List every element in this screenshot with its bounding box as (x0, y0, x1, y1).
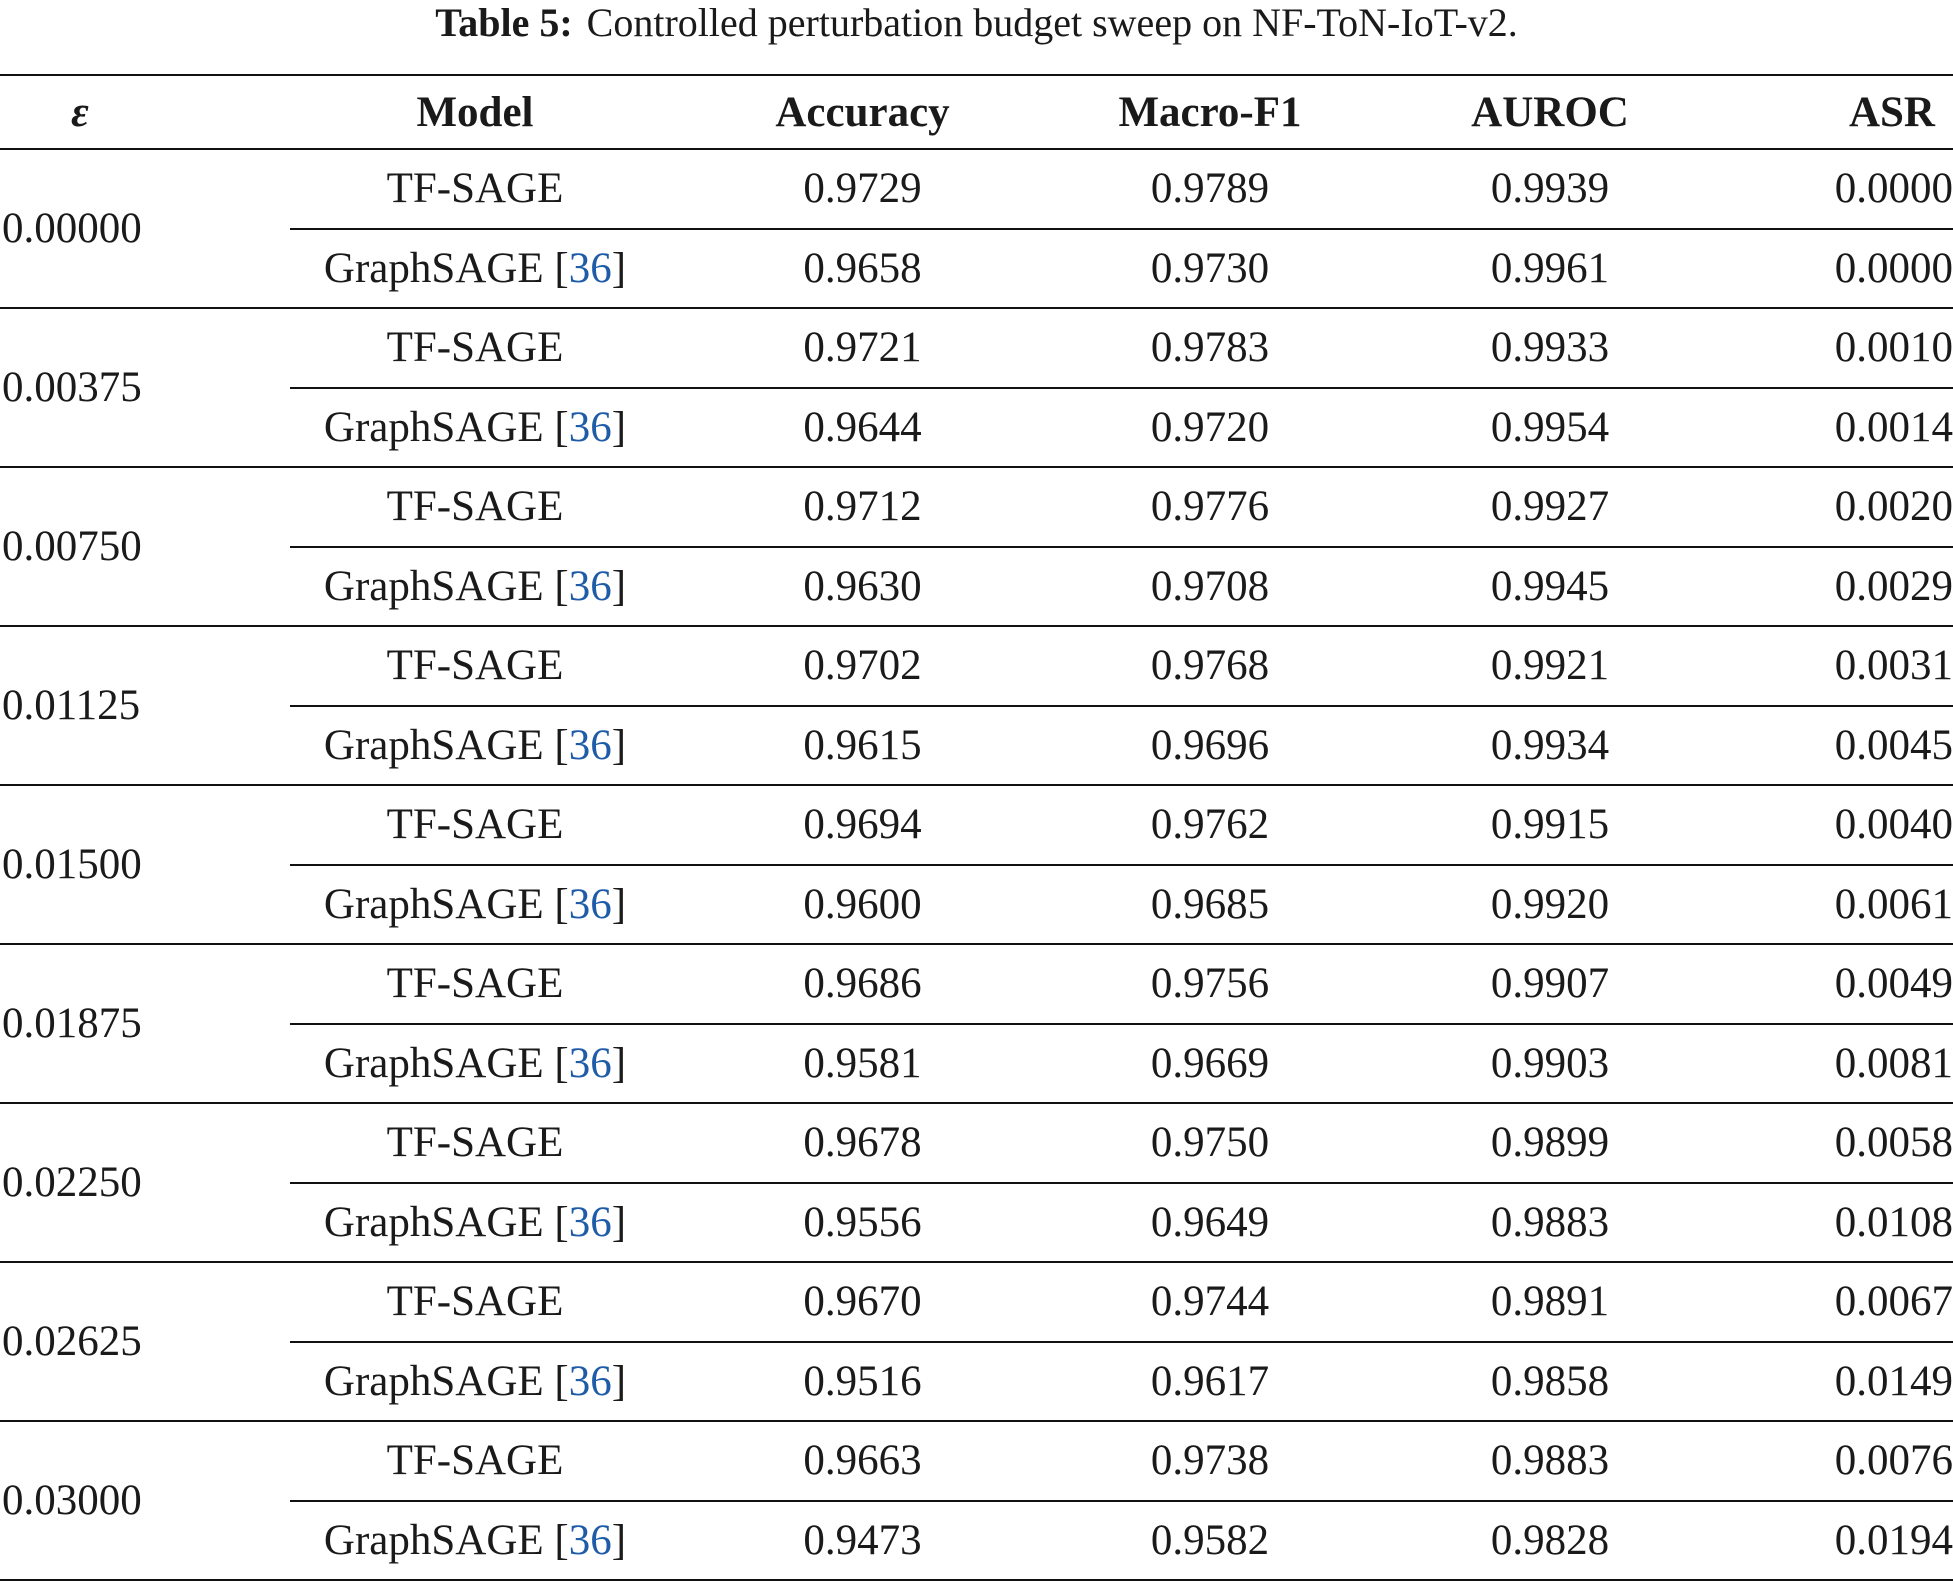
citation-link[interactable]: 36 (568, 1039, 612, 1087)
macro-f1-cell: 0.9582 (1150, 1516, 1270, 1564)
accuracy-cell: 0.9600 (803, 880, 922, 928)
accuracy-cell: 0.9670 (660, 1262, 1065, 1342)
auroc-cell: 0.9883 (1355, 1421, 1745, 1501)
model-cell (290, 308, 660, 388)
model-name: GraphSAGE (323, 721, 555, 769)
macro-f1-cell: 0.9669 (1150, 1039, 1270, 1087)
model-cell (290, 944, 660, 1024)
auroc-cell: 0.9883 (1490, 1198, 1610, 1246)
citation-close-bracket: ] (611, 1357, 627, 1405)
table-caption (0, 0, 1953, 46)
table-row (0, 388, 1953, 468)
citation-close-bracket: ] (611, 562, 627, 610)
header-row (0, 75, 1953, 149)
epsilon-cell: 0.02250 (2, 1159, 142, 1206)
accuracy-cell: 0.9581 (803, 1039, 922, 1087)
model-name: TF-SAGE (386, 801, 564, 849)
accuracy-cell: 0.9694 (660, 785, 1065, 865)
epsilon-cell: 0.00750 (2, 523, 142, 570)
asr-cell: 0.0108 (1834, 1198, 1953, 1246)
model-name: TF-SAGE (386, 960, 564, 1008)
macro-f1-cell: 0.9762 (1065, 785, 1355, 865)
auroc-cell: 0.9907 (1355, 944, 1745, 1024)
macro-f1-cell: 0.9617 (1150, 1357, 1270, 1405)
table-row (0, 149, 1953, 229)
macro-f1-cell: 0.9744 (1065, 1262, 1355, 1342)
model-cell (290, 547, 660, 627)
model-cell (290, 388, 660, 468)
epsilon-cell: 0.03000 (2, 1477, 142, 1524)
auroc-cell: 0.9939 (1355, 149, 1745, 229)
table-row (0, 1342, 1953, 1422)
header-auroc: AUROC (1471, 88, 1629, 136)
model-name: TF-SAGE (386, 1278, 564, 1326)
model-name: GraphSAGE (323, 1357, 555, 1405)
epsilon-cell: 0.02625 (2, 1318, 142, 1365)
accuracy-cell: 0.9516 (803, 1357, 922, 1405)
accuracy-cell: 0.9712 (660, 467, 1065, 547)
model-cell (290, 149, 660, 229)
model-name: TF-SAGE (386, 1119, 564, 1167)
model-cell (290, 865, 660, 945)
model-cell (290, 706, 660, 786)
model-name: TF-SAGE (386, 165, 564, 213)
header-accuracy: Accuracy (775, 88, 950, 136)
table-row (0, 626, 1953, 706)
macro-f1-cell: 0.9730 (1150, 244, 1270, 292)
auroc-cell: 0.9934 (1490, 721, 1610, 769)
macro-f1-cell: 0.9776 (1065, 467, 1355, 547)
macro-f1-cell: 0.9696 (1150, 721, 1270, 769)
asr-cell: 0.0061 (1834, 880, 1953, 928)
asr-cell: 0.0076 (1745, 1421, 1953, 1501)
asr-cell: 0.0058 (1745, 1103, 1953, 1183)
asr-cell: 0.0029 (1834, 562, 1953, 610)
table-row (0, 1501, 1953, 1581)
citation-link[interactable]: 36 (568, 562, 612, 610)
model-cell (290, 626, 660, 706)
table-row (0, 944, 1953, 1024)
table-row (0, 229, 1953, 309)
asr-cell: 0.0049 (1745, 944, 1953, 1024)
citation-open-bracket: [ (554, 880, 569, 928)
macro-f1-cell: 0.9685 (1150, 880, 1270, 928)
table-caption-label: Table 5: (435, 0, 573, 45)
model-name: GraphSAGE (323, 403, 555, 451)
citation-open-bracket: [ (554, 1357, 569, 1405)
asr-cell: 0.0020 (1745, 467, 1953, 547)
citation-close-bracket: ] (611, 1198, 627, 1246)
accuracy-cell: 0.9615 (803, 721, 922, 769)
macro-f1-cell: 0.9708 (1150, 562, 1270, 610)
table-row (0, 1421, 1953, 1501)
auroc-cell: 0.9921 (1355, 626, 1745, 706)
macro-f1-cell: 0.9789 (1065, 149, 1355, 229)
citation-close-bracket: ] (611, 1039, 627, 1087)
macro-f1-cell: 0.9768 (1065, 626, 1355, 706)
asr-cell: 0.0031 (1745, 626, 1953, 706)
asr-cell: 0.0149 (1834, 1357, 1953, 1405)
table-row (0, 1262, 1953, 1342)
header-epsilon: ε (71, 88, 89, 136)
citation-link[interactable]: 36 (568, 1516, 612, 1564)
macro-f1-cell: 0.9750 (1065, 1103, 1355, 1183)
asr-cell: 0.0000 (1745, 149, 1953, 229)
table-row (0, 1103, 1953, 1183)
citation-open-bracket: [ (554, 1198, 569, 1246)
citation-link[interactable]: 36 (568, 1198, 612, 1246)
citation-open-bracket: [ (554, 1039, 569, 1087)
accuracy-cell: 0.9658 (803, 244, 922, 292)
accuracy-cell: 0.9686 (660, 944, 1065, 1024)
macro-f1-cell: 0.9756 (1065, 944, 1355, 1024)
table-row (0, 547, 1953, 627)
table-row (0, 785, 1953, 865)
citation-close-bracket: ] (611, 880, 627, 928)
citation-open-bracket: [ (554, 244, 569, 292)
results-table (0, 74, 1953, 1581)
model-cell (290, 785, 660, 865)
asr-cell: 0.0010 (1745, 308, 1953, 388)
table-row (0, 865, 1953, 945)
citation-open-bracket: [ (554, 403, 569, 451)
asr-cell: 0.0000 (1834, 244, 1953, 292)
header-asr: ASR (1848, 88, 1935, 136)
accuracy-cell: 0.9644 (803, 403, 922, 451)
citation-close-bracket: ] (611, 403, 627, 451)
asr-cell: 0.0067 (1745, 1262, 1953, 1342)
accuracy-cell: 0.9702 (660, 626, 1065, 706)
citation-open-bracket: [ (554, 1516, 569, 1564)
table-caption-text: Controlled perturbation budget sweep on NF-ToN-IoT-v2. (586, 0, 1518, 45)
auroc-cell: 0.9920 (1490, 880, 1610, 928)
auroc-cell: 0.9954 (1490, 403, 1610, 451)
auroc-cell: 0.9915 (1355, 785, 1745, 865)
epsilon-cell: 0.00000 (2, 205, 142, 252)
citation-close-bracket: ] (611, 244, 627, 292)
model-name: GraphSAGE (323, 1516, 555, 1564)
accuracy-cell: 0.9729 (660, 149, 1065, 229)
accuracy-cell: 0.9556 (803, 1198, 922, 1246)
header-model: Model (416, 88, 534, 136)
citation-link[interactable]: 36 (568, 244, 612, 292)
auroc-cell: 0.9903 (1490, 1039, 1610, 1087)
model-cell (290, 1342, 660, 1422)
model-cell (290, 1103, 660, 1183)
accuracy-cell: 0.9721 (660, 308, 1065, 388)
epsilon-cell: 0.00375 (2, 364, 142, 411)
auroc-cell: 0.9933 (1355, 308, 1745, 388)
table-row (0, 467, 1953, 547)
model-name: GraphSAGE (323, 562, 555, 610)
model-cell (290, 1024, 660, 1104)
citation-close-bracket: ] (611, 1516, 627, 1564)
model-cell (290, 1183, 660, 1263)
model-cell (290, 229, 660, 309)
macro-f1-cell: 0.9720 (1150, 403, 1270, 451)
auroc-cell: 0.9858 (1490, 1357, 1610, 1405)
accuracy-cell: 0.9473 (803, 1516, 922, 1564)
macro-f1-cell: 0.9738 (1065, 1421, 1355, 1501)
auroc-cell: 0.9891 (1355, 1262, 1745, 1342)
model-name: GraphSAGE (323, 880, 555, 928)
table-row (0, 1183, 1953, 1263)
epsilon-cell: 0.01875 (2, 1000, 142, 1047)
auroc-cell: 0.9828 (1490, 1516, 1610, 1564)
epsilon-cell: 0.01500 (2, 841, 142, 888)
auroc-cell: 0.9945 (1490, 562, 1610, 610)
macro-f1-cell: 0.9649 (1150, 1198, 1270, 1246)
citation-link[interactable]: 36 (568, 1357, 612, 1405)
table-row (0, 308, 1953, 388)
model-name: TF-SAGE (386, 324, 564, 372)
citation-link[interactable]: 36 (568, 721, 612, 769)
model-name: TF-SAGE (386, 483, 564, 531)
auroc-cell: 0.9899 (1355, 1103, 1745, 1183)
table-header (0, 75, 1953, 149)
epsilon-cell: 0.01125 (2, 682, 141, 729)
citation-open-bracket: [ (554, 562, 569, 610)
asr-cell: 0.0194 (1834, 1516, 1953, 1564)
accuracy-cell: 0.9663 (660, 1421, 1065, 1501)
asr-cell: 0.0045 (1834, 721, 1953, 769)
model-name: TF-SAGE (386, 642, 564, 690)
table-body (0, 149, 1953, 1580)
asr-cell: 0.0081 (1834, 1039, 1953, 1087)
header-macro-f1: Macro-F1 (1118, 88, 1302, 136)
model-name: GraphSAGE (323, 1198, 555, 1246)
model-name: TF-SAGE (386, 1437, 564, 1485)
macro-f1-cell: 0.9783 (1065, 308, 1355, 388)
model-cell (290, 467, 660, 547)
table-row (0, 1024, 1953, 1104)
accuracy-cell: 0.9630 (803, 562, 922, 610)
table-row (0, 706, 1953, 786)
citation-open-bracket: [ (554, 721, 569, 769)
auroc-cell: 0.9927 (1355, 467, 1745, 547)
auroc-cell: 0.9961 (1490, 244, 1610, 292)
citation-link[interactable]: 36 (568, 880, 612, 928)
citation-close-bracket: ] (611, 721, 627, 769)
model-name: GraphSAGE (323, 244, 555, 292)
asr-cell: 0.0014 (1834, 403, 1953, 451)
model-name: GraphSAGE (323, 1039, 555, 1087)
accuracy-cell: 0.9678 (660, 1103, 1065, 1183)
model-cell (290, 1501, 660, 1581)
citation-link[interactable]: 36 (568, 403, 612, 451)
model-cell (290, 1421, 660, 1501)
model-cell (290, 1262, 660, 1342)
asr-cell: 0.0040 (1745, 785, 1953, 865)
